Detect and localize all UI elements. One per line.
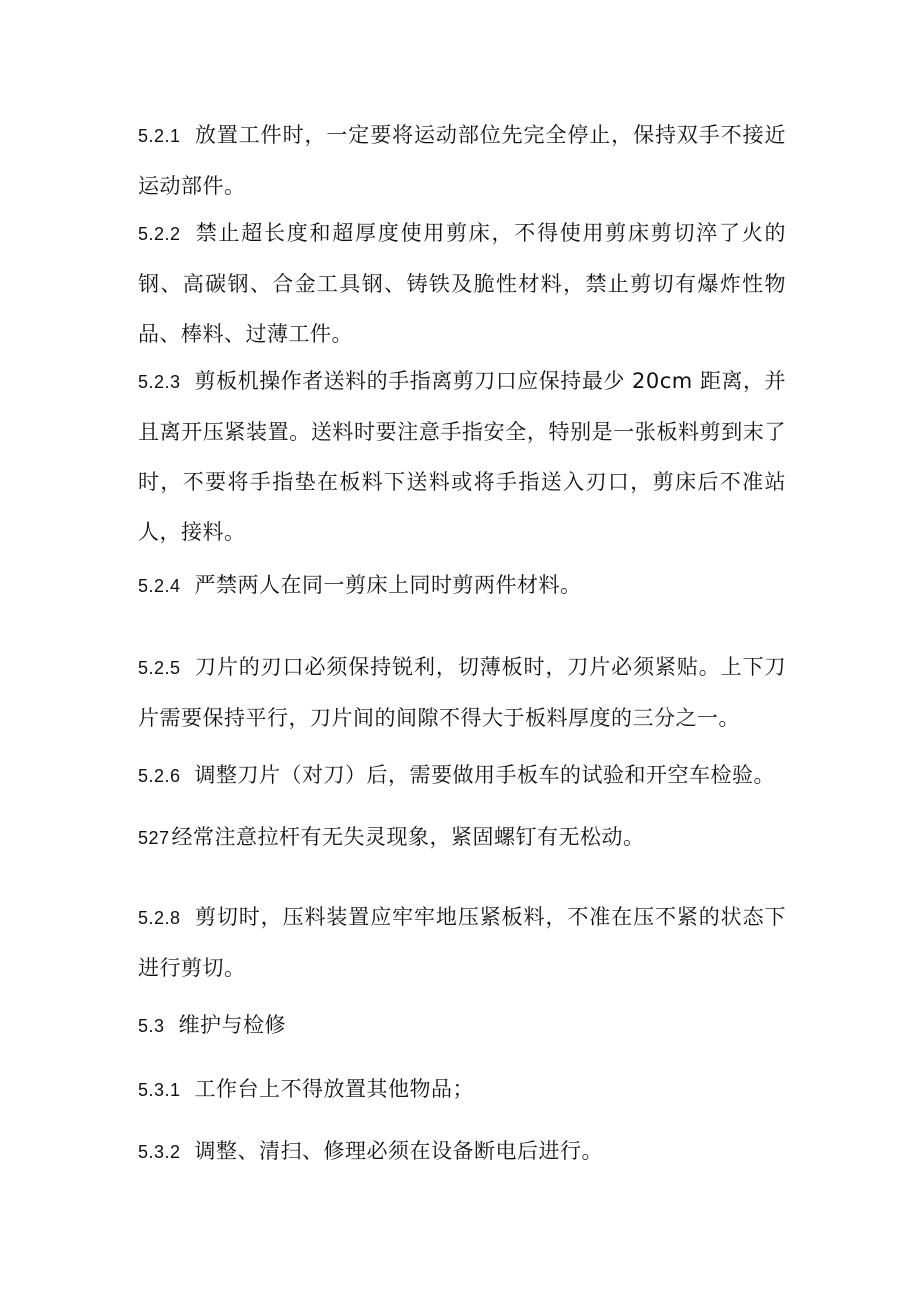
clause-number: 5.3.2 <box>138 1142 181 1162</box>
clause-number: 5.3.1 <box>138 1080 181 1100</box>
paragraph-5-2-7 <box>138 812 786 863</box>
section-number: 5.3 <box>138 1016 165 1036</box>
section-title: 维护与检修 <box>178 1013 287 1037</box>
clause-text: 调整刀片（对刀）后，需要做用手板车的试验和开空车检验。 <box>194 763 776 787</box>
paragraph-5-2-1 <box>138 110 786 211</box>
clause-text: 剪板机操作者送料的手指离剪刀口应保持最少 20cm 距离，并且离开压紧装置。送料时要注意手指安全，特别是一张板料剪到末了时，不要将手指垫在板料下送料或将手指送入刃口，剪床后不准站人，接料。 <box>138 369 786 544</box>
clause-text: 工作台上不得放置其他物品； <box>194 1077 475 1101</box>
paragraph-5-2-6 <box>138 750 786 801</box>
clause-number: 5.2.3 <box>138 372 181 392</box>
clause-text: 刀片的刃口必须保持锐利，切薄板时，刀片必须紧贴。上下刀片需要保持平行，刀片间的间隙不得大于板料厚度的三分之一。 <box>138 655 786 730</box>
paragraph-5-2-4 <box>138 560 786 611</box>
clause-number: 5.2.4 <box>138 576 181 596</box>
section-heading-5-3 <box>138 1000 786 1051</box>
paragraph-5-2-2 <box>138 208 786 359</box>
paragraph-5-3-1 <box>138 1064 786 1115</box>
paragraph-5-3-2 <box>138 1126 786 1177</box>
clause-number: 5.2.6 <box>138 766 181 786</box>
paragraph-5-2-3 <box>138 356 786 557</box>
paragraph-5-2-5 <box>138 642 786 743</box>
clause-number: 5.2.5 <box>138 658 181 678</box>
clause-text: 放置工件时，一定要将运动部位先完全停止，保持双手不接近运动部件。 <box>138 123 786 198</box>
clause-number: 5.2.8 <box>138 908 181 928</box>
clause-text: 经常注意拉杆有无失灵现象，紧固螺钉有无松动。 <box>171 825 645 849</box>
clause-number: 527 <box>138 828 170 848</box>
clause-text: 严禁两人在同一剪床上同时剪两件材料。 <box>194 573 582 597</box>
paragraph-5-2-8 <box>138 892 786 993</box>
clause-text: 剪切时，压料装置应牢牢地压紧板料，不准在压不紧的状态下进行剪切。 <box>138 905 786 980</box>
clause-number: 5.2.1 <box>138 126 181 146</box>
clause-text: 禁止超长度和超厚度使用剪床，不得使用剪床剪切淬了火的钢、高碳钢、合金工具钢、铸铁及脆性材料，禁止剪切有爆炸性物品、棒料、过薄工件。 <box>138 221 786 346</box>
clause-number: 5.2.2 <box>138 224 181 244</box>
clause-text: 调整、清扫、修理必须在设备断电后进行。 <box>194 1139 604 1163</box>
